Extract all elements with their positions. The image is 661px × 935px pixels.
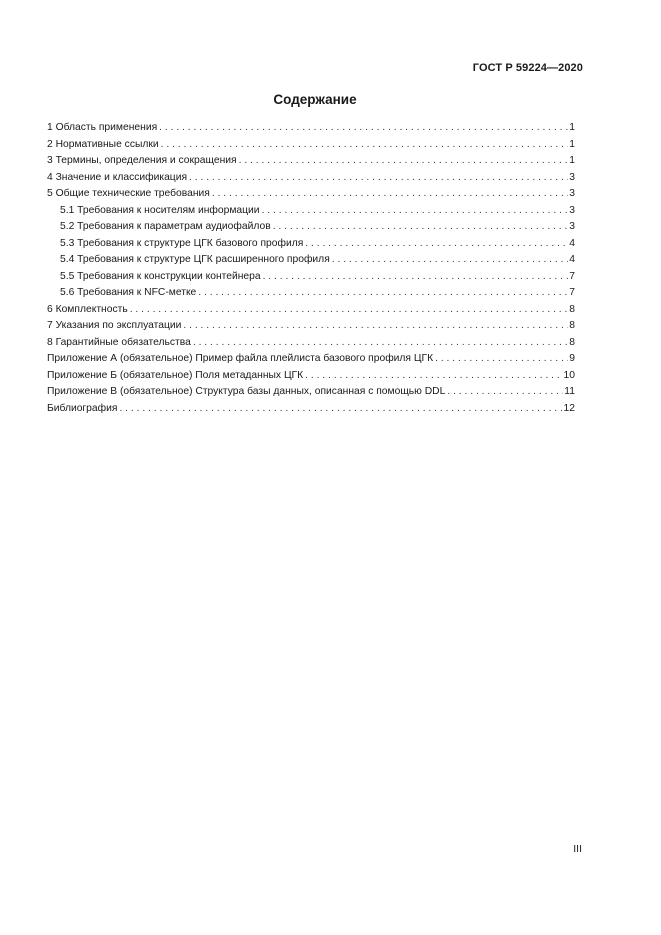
toc-entry-label: 6 Комплектность	[47, 303, 128, 315]
toc-entry-page: 3	[569, 221, 575, 232]
toc-leader-dots	[189, 170, 568, 187]
toc-leader-dots	[183, 318, 568, 335]
toc-leader-dots	[159, 120, 568, 137]
toc-entry-page: 3	[569, 171, 575, 183]
toc-entry-label: 8 Гарантийные обязательства	[47, 336, 191, 348]
toc-entry-page: 7	[569, 287, 575, 298]
toc-entry-label: 5.3 Требования к структуре ЦГК базового профиля	[60, 237, 304, 249]
toc-leader-dots	[119, 401, 562, 418]
toc-entry-page: 12	[563, 402, 575, 414]
toc-entry-label: 5.5 Требования к конструкции контейнера	[60, 270, 261, 282]
toc-leader-dots	[212, 186, 568, 203]
toc-entry-page: 11	[564, 386, 575, 397]
toc-leader-dots	[305, 236, 568, 253]
toc-entry-5-2[interactable]	[47, 219, 575, 236]
toc-entry-page: 7	[569, 270, 575, 282]
toc-entry-5-4[interactable]	[47, 252, 575, 269]
toc-entry-label: 2 Нормативные ссылки	[47, 138, 159, 150]
toc-entry-5-6[interactable]	[47, 285, 575, 302]
toc-entry-label: 5.1 Требования к носителям информации	[60, 204, 260, 216]
toc-title: Содержание	[273, 92, 357, 107]
toc-entry-page: 8	[569, 336, 575, 348]
toc-entry-page: 4	[569, 254, 575, 265]
toc-entry-label: 5.2 Требования к параметрам аудиофайлов	[60, 221, 271, 232]
toc-leader-dots	[161, 137, 569, 154]
toc-leader-dots	[262, 203, 569, 220]
toc-leader-dots	[305, 368, 562, 385]
toc-entry-2[interactable]	[47, 137, 575, 154]
toc-entry-label: 5.6 Требования к NFC-метке	[60, 287, 197, 298]
toc-entry-label: 4 Значение и классификация	[47, 171, 188, 183]
toc-entry-page: 8	[569, 303, 575, 315]
toc-entry-4[interactable]	[47, 170, 575, 187]
toc-leader-dots	[193, 335, 568, 352]
toc-entry-label: 7 Указания по эксплуатации	[47, 320, 182, 331]
toc-entry-appendix-b[interactable]	[47, 368, 575, 385]
toc-entry-label: 3 Термины, определения и сокращения	[47, 155, 237, 166]
toc-entry-page: 3	[569, 204, 575, 216]
toc-entry-6[interactable]	[47, 302, 575, 319]
toc-entry-page: 8	[569, 320, 575, 331]
toc-entry-bibliography[interactable]	[47, 401, 575, 418]
table-of-contents	[47, 120, 575, 417]
toc-leader-dots	[263, 269, 569, 286]
toc-entry-label: Приложение Б (обязательное) Поля метаданных ЦГК	[47, 369, 304, 381]
toc-leader-dots	[332, 252, 569, 269]
toc-entry-5-3[interactable]	[47, 236, 575, 253]
toc-entry-page: 1	[569, 138, 575, 150]
toc-entry-8[interactable]	[47, 335, 575, 352]
toc-entry-label: 5 Общие технические требования	[47, 188, 210, 199]
toc-entry-5-1[interactable]	[47, 203, 575, 220]
toc-entry-appendix-a[interactable]	[47, 351, 575, 368]
toc-entry-1[interactable]	[47, 120, 575, 137]
toc-leader-dots	[447, 384, 563, 401]
toc-entry-page: 1	[569, 122, 575, 133]
toc-entry-7[interactable]	[47, 318, 575, 335]
toc-leader-dots	[198, 285, 568, 302]
toc-entry-page: 4	[569, 237, 575, 249]
toc-entry-label: 5.4 Требования к структуре ЦГК расширенного профиля	[60, 254, 330, 265]
toc-entry-3[interactable]	[47, 153, 575, 170]
toc-entry-label: Библиография	[47, 402, 118, 414]
toc-entry-page: 3	[569, 188, 575, 199]
toc-entry-label: Приложение В (обязательное) Структура базы данных, описанная с помощью DDL	[47, 386, 446, 397]
toc-leader-dots	[435, 351, 568, 368]
page-number: III	[573, 843, 582, 855]
toc-leader-dots	[273, 219, 569, 236]
toc-entry-page: 9	[569, 353, 575, 364]
toc-entry-label: Приложение А (обязательное) Пример файла плейлиста базового профиля ЦГК	[47, 353, 434, 364]
toc-entry-page: 1	[569, 155, 575, 166]
toc-entry-appendix-v[interactable]	[47, 384, 575, 401]
toc-entry-label: 1 Область применения	[47, 122, 158, 133]
toc-leader-dots	[239, 153, 569, 170]
toc-entry-page: 10	[563, 369, 575, 381]
toc-entry-5[interactable]	[47, 186, 575, 203]
toc-entry-5-5[interactable]	[47, 269, 575, 286]
toc-leader-dots	[130, 302, 569, 319]
standard-number: ГОСТ Р 59224—2020	[472, 62, 583, 74]
